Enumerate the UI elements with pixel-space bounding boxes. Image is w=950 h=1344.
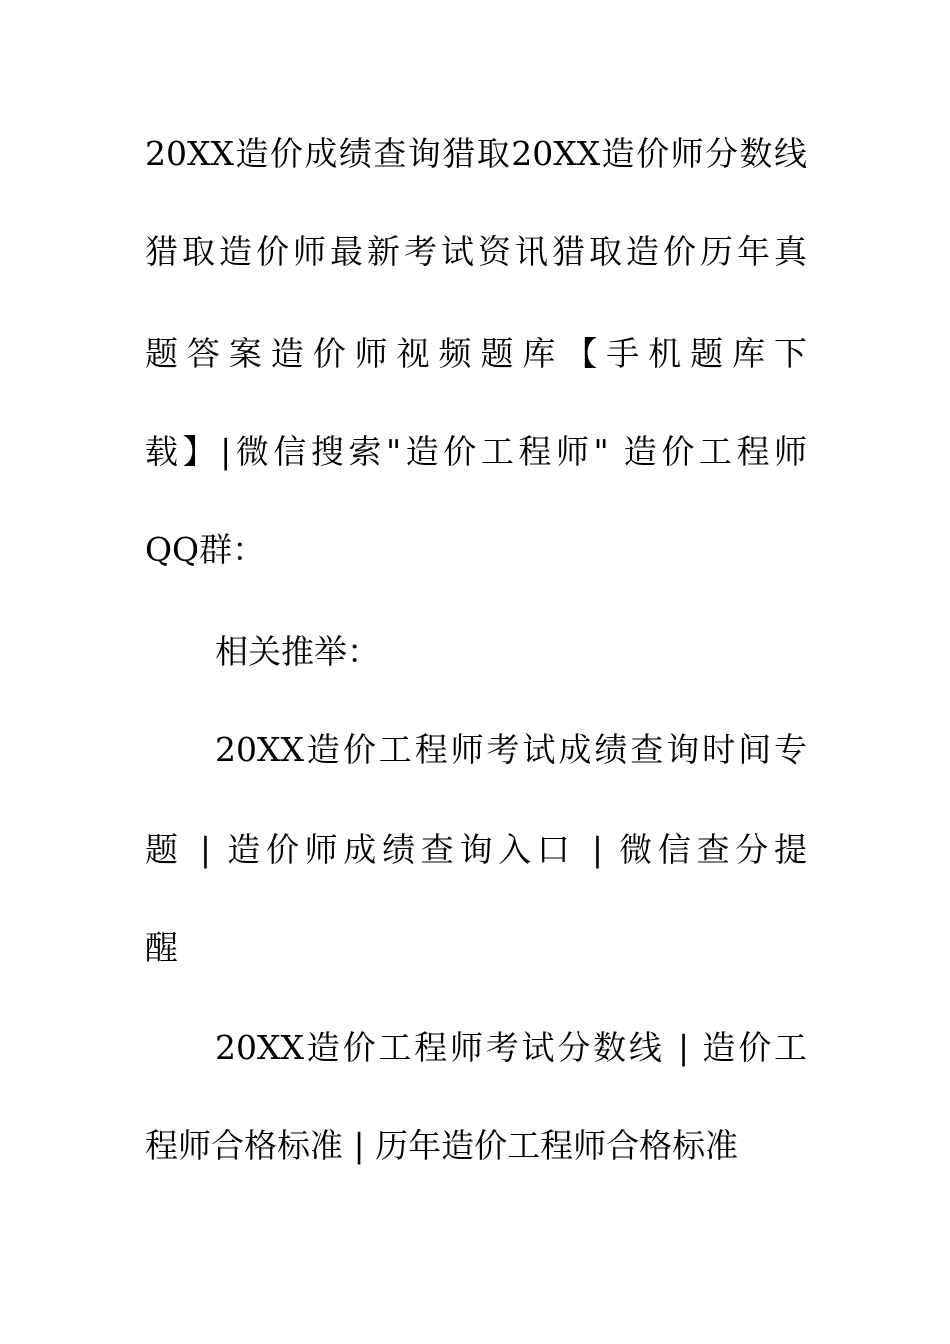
related-link-line: 20XX造价工程师考试分数线 | 造价工	[215, 1028, 807, 1067]
paragraph-line: 20XX造价成绩查询猎取20XX造价师分数线	[145, 134, 807, 173]
related-link-line: 醒	[145, 928, 178, 967]
paragraph-line: 题答案造价师视频题库【手机题库下	[145, 334, 807, 373]
paragraph-line: 载】|微信搜索"造价工程师" 造价工程师	[145, 432, 807, 471]
related-link-line: 20XX造价工程师考试成绩查询时间专	[215, 730, 807, 769]
related-link-line: 程师合格标准 | 历年造价工程师合格标准	[145, 1126, 739, 1165]
paragraph-line: 猎取造价师最新考试资讯猎取造价历年真	[145, 232, 807, 271]
related-link-line: 题 | 造价师成绩查询入口 | 微信查分提	[145, 830, 807, 869]
related-heading: 相关推举：	[215, 632, 380, 671]
paragraph-line: QQ群：	[145, 530, 266, 569]
